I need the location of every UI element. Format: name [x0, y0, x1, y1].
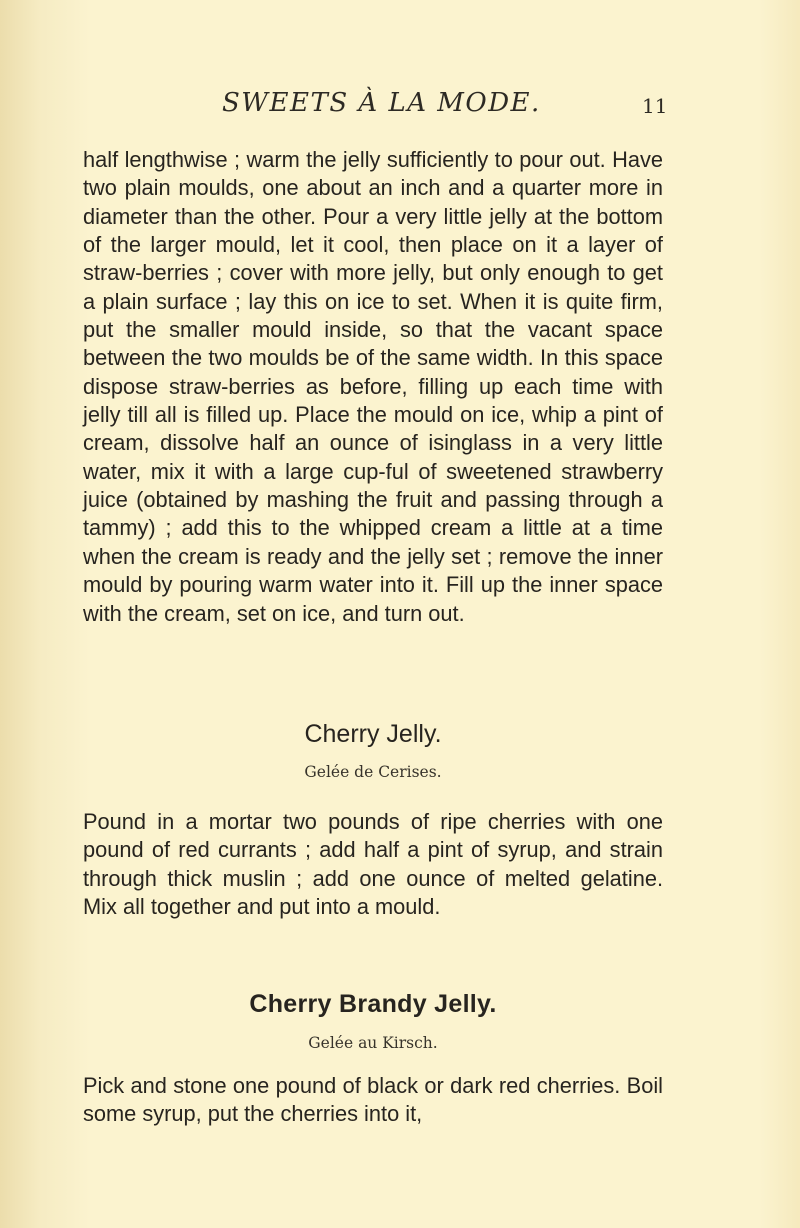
body-paragraph-strawberry: half lengthwise ; warm the jelly sufficiently to pour out. Have two plain moulds, one about an inch and a quarter more in diameter than the other. Pour a very little jelly at the bottom of the larger mould, let it cool, then place on it a layer of straw-berries ; cover with more jelly, but only enough to get a plain surface ; lay this on ice to set. When it is quite firm, put the smaller mould inside, so that the vacant space between the two moulds be of the same width. In this space dispose straw-berries as before, filling up each time with jelly till all is filled up. Place the mould on ice, whip a pint of cream, dissolve half an ounce of isinglass in a very little water, mix it with a large cup-ful of sweetened strawberry juice (obtained by mashing the fruit and passing through a tammy) ; add this to the whipped cream a little at a time when the cream is ready and the jelly set ; remove the inner mould by pouring warm water into it. Fill up the inner space with the cream, set on ice, and turn out.: [83, 147, 663, 626]
running-title: SWEETS À LA MODE.: [222, 88, 541, 118]
body-paragraph-cherry-jelly: Pound in a mortar two pounds of ripe cherries with one pound of red currants ; add half a pint of syrup, and strain through thick muslin ; add one ounce of melted gelatine. Mix all together and put into a mould.: [83, 809, 663, 920]
running-head: [0, 88, 800, 128]
body-paragraph-cherry-brandy-jelly: Pick and stone one pound of black or dark red cherries. Boil some syrup, put the cherries into it,: [83, 1073, 663, 1127]
recipe-subtitle-cherry-jelly: Gelée de Cerises.: [304, 763, 442, 781]
recipe-title-cherry-jelly: Cherry Jelly.: [304, 720, 442, 748]
page-number: 11: [642, 94, 668, 118]
recipe-subtitle-cherry-brandy-jelly: Gelée au Kirsch.: [308, 1034, 438, 1052]
recipe-title-cherry-brandy-jelly: Cherry Brandy Jelly.: [249, 990, 497, 1018]
